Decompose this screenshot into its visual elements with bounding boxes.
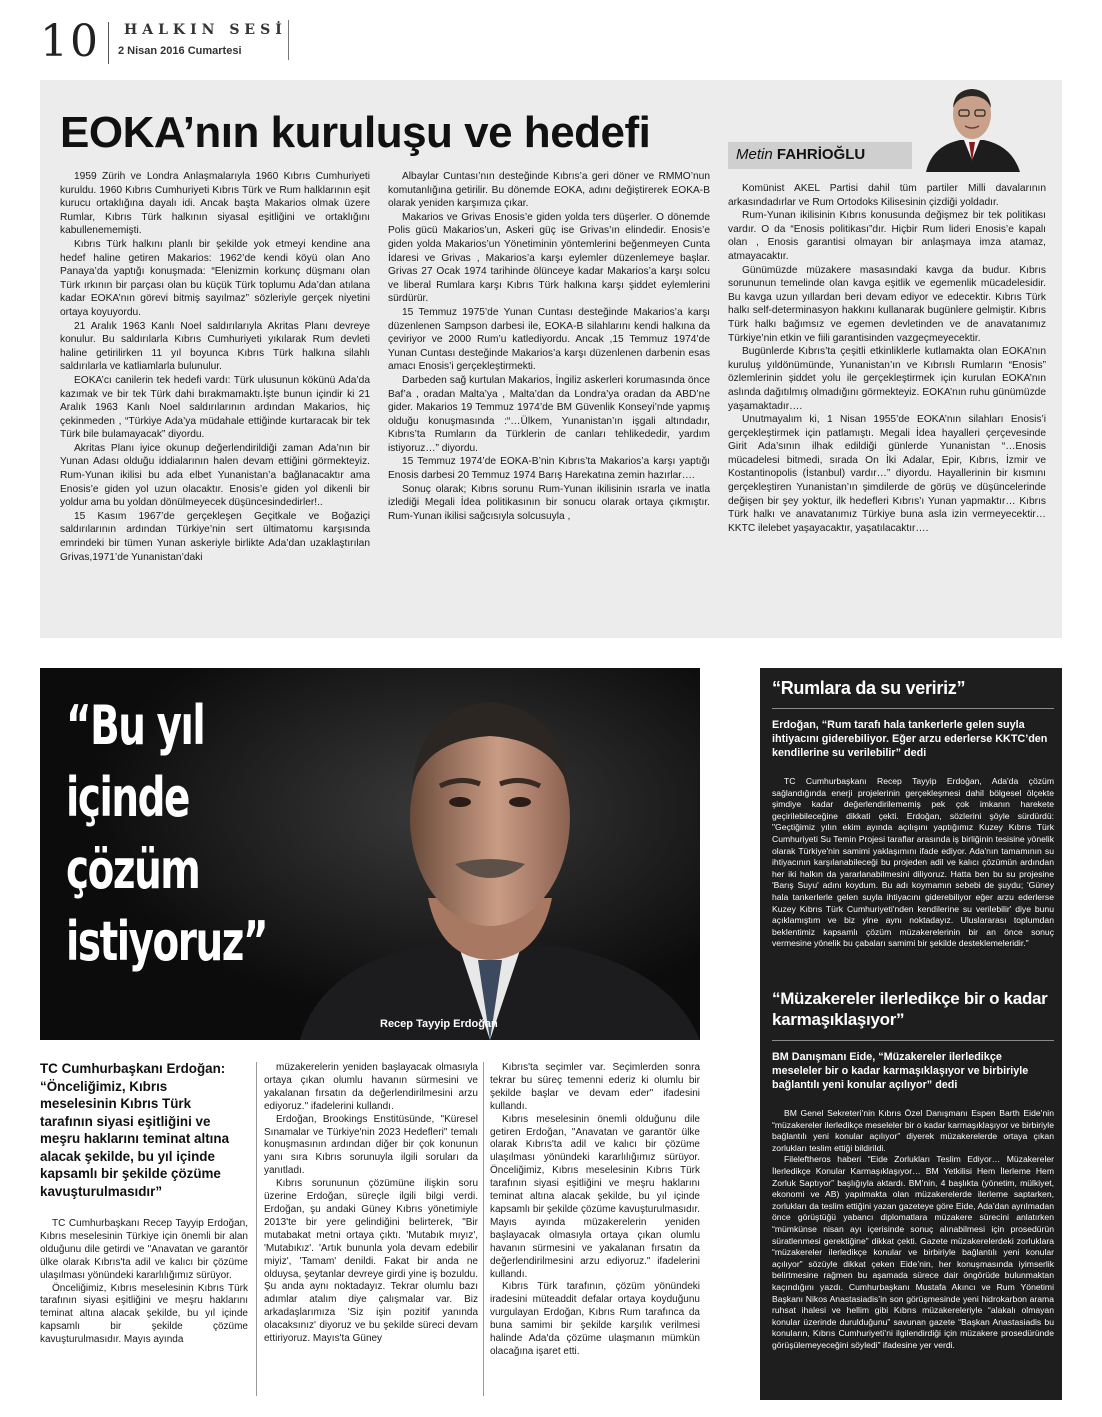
top-article-col-2 (388, 170, 710, 632)
paragraph: TC Cumhurbaşkanı Recep Tayyip Erdoğan, Ada'da çözüm sağlandığında enerji projelerinin gerçekleşmesi dahil bölgesel ölçekte şimdiye kadar değerlendirilememiş pek çok imkanın harekete geçirilebileceğine dikkati çekti. Erdoğan, sözlerini şöyle sürdürdü: "Geçtiğimiz yılın ekim ayında açılışını yaptığımız Kuzey Kıbrıs Türk Cumhuriyeti Su Temin Projesi taraflar arasında iş birliğinin tesisine yönelik olarak Türkiye'nin samimi yaklaşımını ifade ediyor. Ada'nın tamamının su ihtiyacının karşılanabileceği bu projeden adil ve kalıcı çözümün ardından her iki halkın da yararlanabilmesini diliyoruz. Hatta ben bu su projesine 'Barış Suyu' adını koydum. Bu adı koymamın sebebi de şuydu; 'Güney hala tankerlerle gelen suyla ihtiyacını giderebiliyor eğer arzu ederlerse Kuzey Kıbrıs Türk Cumhuriyeti'nden kendilerine su verilebilir' diye bunu açıklamıştım ve biz yine aynı noktadayız. Uluslararası toplumdan beklentimiz kapsamlı çözüm müzakerelerinin bir an önce sonuç vermesine yönelik bu çabaları samimi bir şekilde desteklemeleridir." (772, 776, 1054, 949)
paragraph: Kıbrıs Türk halkını planlı bir şekilde yok etmeyi kendine ana hedef haline getiren Makarios: 1962’de kendi köyü olan Ano Panaya’da yaptığı konuşmada: “Elenizmin korkunç düşmanı olan Türk ırkının bir parçası olan bu küçük Türk toplumu Ada’dan atılana kadar EOKA’nın görevi bitmiş sayılmaz” sözleriyle gerçek niyetini ortaya koyuyordu. (60, 238, 370, 318)
feature-col-2 (264, 1062, 478, 1346)
paragraph: Kıbrıs Türk tarafının, çözüm yönündeki iradesini müteaddit defalar ortaya koyduğunu vurgulayan Erdoğan, Kıbrıs Rum tarafınca da buna samimi bir şekilde karşılık verilmesi halinde Ada'da çözüme ulaşmanın mümkün olacağına işaret etti. (490, 1281, 700, 1357)
header-divider (108, 22, 109, 64)
column-rule (256, 1062, 257, 1396)
paragraph: Sonuç olarak; Kıbrıs sorunu Rum-Yunan ikilisinin ısrarla ve inatla izlediği Megali İdea politikasının bir sonucu olarak ortaya çıkmıştır. Rum-Yunan ikilisi sağcısıyla solcusuyla , (388, 483, 710, 522)
sidebar-story-1-subtitle: Erdoğan, “Rum tarafı hala tankerlerle gelen suyla ihtiyacını giderebiliyor. Eğer arzu ederlerse KKTC’den kendilerine su verilebilir” dedi (772, 719, 1048, 759)
paragraph: Darbeden sağ kurtulan Makarios, İngiliz askerleri korumasında önce Baf’a , oradan Malta’ya , Malta’dan da Londra’ya oradan da ABD’ne gider. Makarios 19 Temmuz 1974’de BM Güvenlik Konseyi’nde yapmış olduğu konuşmasında :“…Ülkem, Yunanistan’ın işgali altındadır, Kıbrıs’ta Rumların da Türklerin de canları tehlikededir, yardım istiyoruz…” diyordu. (388, 374, 710, 454)
paragraph: Kıbrıs sorununun çözümüne ilişkin soru üzerine Erdoğan, süreçle ilgili bilgi verdi. Erdoğan, şu andaki Güney Kıbrıs yönetimiyle 2013'te bir yere gelindiğini belirterek, "Bir mutabakat metni ortaya çıktı. 'Mutabık mıyız', 'Mutabıkız'. 'Artık bununla yola devam edebilir miyiz', 'Tamam' denildi. Fakat bir anda ne olduysa, şeytanlar devreye girdi yine iş bozuldu. Şu anda aynı noktadayız. Tekrar olumlu bazı adımlar atalım diye çalışmalar var. Biz arkadaşlarımıza 'Siz işin pozitif yanında olacaksınız' diyoruz ve bu şekilde süreci devam ettiriyoruz. Mayıs'ta Güney (264, 1178, 478, 1345)
paragraph: 15 Kasım 1967’de gerçekleşen Geçitkale ve Boğaziçi saldırılarının ardından Türkiye’nin sert ültimatomu karşısında emrindeki bir tümen Yunan askeriyle birlikte Ada’dan uzaklaştırılan Grivas,1971’de Yunanistan’daki (60, 510, 370, 563)
paragraph: TC Cumhurbaşkanı Recep Tayyip Erdoğan, Kıbrıs meselesinin Türkiye için önemli bir alan olduğunu dile getirdi ve "Anavatan ve garantör ülke olarak Kıbrıs'ta adil ve kalıcı bir çözüme ulaşılması yönündeki kararlılığımız sürüyor. (40, 1218, 248, 1281)
top-article-col-1 (60, 170, 370, 632)
sidebar-story-2-subtitle: BM Danışmanı Eide, “Müzakereler ilerledikçe meseleler bir o kadar karmaşıklaşıyor ve birbiriyle bağlantılı yeni konular açılıyor” dedi (772, 1051, 1029, 1091)
paragraph: müzakerelerin yeniden başlayacak olmasıyla ortaya çıkan olumlu havanın sürmesini ve yakalanan fırsatın da değerlendirilmesini arzu ediyoruz." ifadelerini kullandı. (264, 1062, 478, 1112)
quote-line: içinde (66, 766, 189, 829)
author-portrait (912, 80, 1032, 172)
author-first-name: Metin (736, 146, 773, 163)
sidebar-story-2-title: “Müzakereler ilerledikçe bir o kadar karmaşıklaşıyor” (772, 989, 1048, 1029)
quote-line: çözüm (66, 838, 200, 901)
paragraph: Albaylar Cuntası’nın desteğinde Kıbrıs’a geri döner ve RMMO’nun komutanlığına getirilir. Bu dönemde EOKA, adını değiştirerek EOKA-B olarak yeniden karşımıza çıkar. (388, 171, 710, 210)
sidebar-divider (772, 708, 1054, 709)
paragraph: Kıbrıs'ta seçimler var. Seçimlerden sonra tekrar bu süreç temenni ederiz ki olumlu bir şekilde başlar ve devam eder" ifadesini kullandı. (490, 1062, 700, 1112)
newspaper-name: HALKIN SESİ (124, 22, 287, 38)
issue-date: 2 Nisan 2016 Cumartesi (118, 45, 242, 57)
sidebar-story-1-title: “Rumlara da su veririz” (772, 678, 966, 698)
paragraph: 21 Aralık 1963 Kanlı Noel saldırılarıyla Akritas Planı devreye konulur. Bu saldırılarla Kıbrıs Cumhuriyeti yıkılarak Rum devleti haline getirilirken 11 yıl boyunca Kıbrıs Türk halkına silahlı saldırılarla ve katliamlarla bulunulur. (60, 320, 370, 373)
paragraph: Bugünlerde Kıbrıs’ta çeşitli etkinliklerle kutlamakta olan EOKA’nın kuruluş yıldönümünde, Yunanistan’ın ve Kıbrıslı Rumların “Enosis” özlemlerinin şiddet yolu ile gerçekleştirmek için kurulan EOKA’nın aslında dağıtılmış olmadığını görmekteyiz. EOKA’nın ruhu günümüzde yaşamaktadır…. (728, 346, 1046, 412)
top-article-col-3 (728, 182, 1046, 632)
paragraph: Unutmayalım ki, 1 Nisan 1955’de EOKA’nın silahları Enosis’i gerçekleştirmek için patlamıştı. Megali İdea hayalleri çerçevesinde Girit Ada’sının ilhak edildiği günlerde Yunanistan “…Enosis mücadelesi bitmedi, sırada On İki Adalar, Epir, Kıbrıs, İzmir ve Kostantinopolis (İstanbul) vardır…” diyordu. Hayallerinin bir kısmını gerçekleştiren Yunanistan’ın şimdilerde de görüş ve düşüncelerinde değişen bir şey yoktur, ilk hedefleri Kıbrıs’ı Yunan yapmaktır… Kıbrıs Türk halkı ve anavatanımız Türkiye buna asla izin vermeyecektir… KKTC ilelebet yaşayacaktır, yaşatılacaktır…. (728, 414, 1046, 534)
article-headline: EOKA’nın kuruluşu ve hedefi (60, 108, 651, 157)
quote-line: “Bu yıl (66, 694, 205, 757)
sidebar-story-2-body (772, 1108, 1054, 1351)
feature-col-1 (40, 1218, 248, 1347)
pull-quote (66, 690, 282, 978)
paragraph: Rum-Yunan ikilisinin Kıbrıs konusunda değişmez bir tek politikası vardır. O da “Enosis politikası”dır. Hiçbir Rum lideri Enosis’e kapalı olan , Enosis garantisi olmayan bir anlaşmaya imza atamaz, atmayacaktır. (728, 210, 1046, 262)
author-last-name: FAHRİOĞLU (776, 146, 866, 163)
paragraph: 15 Temmuz 1974’de EOKA-B’nin Kıbrıs’ta Makarios’a karşı yaptığı Enosis darbesi 20 Temmuz 1974 Barış Harekatına zemin hazırlar…. (388, 456, 710, 482)
sidebar-story-1-body (772, 776, 1054, 950)
author-name (736, 146, 865, 163)
paragraph: Günümüzde müzakere masasındaki kavga da budur. Kıbrıs sorununun temelinde olan kavga eşitlik ve egemenlik mücadelesidir. Bu kavga uzun yıllardan beri devam ediyor ve edecektir. Kıbrıs Türk halkı self-determinasyon hakkını kullanarak bugünlere gelmiştir. Kıbrıs Türk halkı bağımsız ve egemen devletinden ve de anavatanımız Türkiye’nin etkin ve fiili garantisinden vazgeçmeyecektir. (728, 264, 1046, 344)
paragraph: EOKA’cı canilerin tek hedefi vardı: Türk ulusunun kökünü Ada’da kazımak ve bir tek Türk dahi bırakmamaktı.İşte bunun içindir ki 21 Aralık 1963 Kanlı Noel saldırılarının ardından Makarios, hiç çekinmeden , “Türkiye Ada’ya müdahale ettiğinde kurtaracak bir tek Türk bile bulamayacak” diyordu. (60, 374, 370, 441)
paragraph: 1959 Zürih ve Londra Anlaşmalarıyla 1960 Kıbrıs Cumhuriyeti kuruldu. 1960 Kıbrıs Cumhuriyeti Kıbrıs Türk ve Rum halklarının eşit kurucu ortaklığına dayalı idi. Ancak başta Makarios olmak üzere Rumlar, Kıbrıs Türk halkının siyasal eşitliğini ve ortaklığını kabullenememişti. (60, 171, 370, 237)
feature-side-headline: TC Cumhurbaşkanı Erdoğan: “Önceliğimiz, Kıbrıs meselesinin Kıbrıs Türk tarafının siyasi eşitliğini ve meşru haklarını teminat altına alacak şekilde, bu yıl içinde kapsamlı bir şekilde çözüme kavuşturulmasıdır” (40, 1061, 230, 1199)
feature-col-3 (490, 1062, 700, 1359)
column-rule (483, 1062, 484, 1396)
paragraph: Komünist AKEL Partisi dahil tüm partiler Milli davalarının arkasındadırlar ve Rum Ortodoks Kilisesinin çizdiği yoldadır. (728, 183, 1046, 208)
quote-line: istiyoruz” (66, 910, 268, 973)
paragraph: Akritas Planı iyice okunup değerlendirildiği zaman Ada’nın bir Yunan Adası olduğu iddialarının halen devam ettiğini görmekteyiz. Rum-Yunan ikilisi bu ada elbet Yunanistan’a bağlanacaktır ama Enosis’e giden yol uzun olacaktır. Enosis’e giden yol dikenli bir yoldur ama bu yoldan dönülmeyecek düşüncesindedirler!.. (60, 442, 370, 509)
header-divider-right (288, 20, 289, 60)
paragraph: Fileleftheros haberi “Eide Zorlukları Teslim Ediyor… Müzakereler İlerledikçe Konular Karmaşıklaşıyor… BM Yetkilisi Hem İlerleme Hem Zorluk Saptıyor” başlığıyla aktardı. BM’nin, 4 başlıkta (yönetim, mülkiyet, ekonomi ve AB) yapılmakta olan müzakerelerde ilerleme saptarken, zorlukları da teslim ettiğini yazan gazeteye göre Eide, Ada’dan ayrılmadan önce görüştüğü yabancı diplomatlara müzakere sürecini anlatırken “mümkünse nisan ayı içerisinde sonuç alınabilmesi için prosedürün süratlenmesi gerektiğine” dikkat çekti. Gazete müzakerelerdeki zorluklara “müzakereler ilerledikçe konular ve birbiriyle bağlantılı yeni konular açılıyor” sözüyle dikkat çeken Eide’nin, her konuşmasında iyimserlik belirtmesine rağmen bu aşamada sürece dair öngörüde bulunmaktan kaçındığını yazdı. Cumhurbaşkanı Mustafa Akıncı ve Rum Yönetimi Başkanı Nikos Anastasiadis’in son görüşmesinde yeni hidrokarbon arama ruhsat ihalesi ve hellim gibi Kıbrıs müzakereleriyle “alakalı olmayan konular üzerinde durulduğunu” savunan gazete “Başkan Anastasiadis bu konuların, Kıbrıs Cumhuriyeti’ni ilgilendirdiği için müzakere prosedüründe görüşülemeyeceğini söyledi” ifadesine yer verdi. (772, 1154, 1054, 1350)
paragraph: Erdoğan, Brookings Enstitüsünde, "Küresel Sınamalar ve Türkiye'nin 2023 Hedefleri" temalı konuşmasının ardından diğer bir çok konunun yanı sıra Kıbrıs sorunuyla ilgili soruları da yanıtladı. (264, 1113, 478, 1177)
paragraph: Önceliğimiz, Kıbrıs meselesinin Kıbrıs Türk tarafının siyasi eşitliğini ve meşru haklarını teminat altına alacak şekilde, bu yıl içinde kapsamlı bir şekilde çözüme kavuşturulmasıdır. Mayıs ayında (40, 1282, 248, 1346)
photo-caption: Recep Tayyip Erdoğan (380, 1018, 498, 1030)
paragraph: 15 Temmuz 1975’de Yunan Cuntası desteğinde Makarios’a karşı düzenlenen Sampson darbesi ile, EOKA-B silahlarını kendi halkına da çeviriyor ve 2000 Rum’u katlediyordu. Ancak ,15 Temmuz 1974’de Yunan Cuntası desteğinde Makarios’a karşı düzenlenen darbenin esas amacı Enosis’i gerçekleştirmekti. (388, 306, 710, 373)
sidebar-divider (772, 1040, 1054, 1041)
page-number: 10 (40, 16, 100, 67)
paragraph: BM Genel Sekreteri’nin Kıbrıs Özel Danışmanı Espen Barth Eide’nin “müzakereler ilerledikçe meseleler bir o kadar karmaşıklaşıyor ve birbiriyle bağlantılı yeni konular açılıyor” diyerek müzakerelerde ortaya çıkan zorlukları teslim ettiği bildirildi. (772, 1108, 1054, 1153)
paragraph: Makarios ve Grivas Enosis’e giden yolda ters düşerler. O dönemde Polis gücü Makarios’un, Askeri güç ise Grivas’ın elindedir. Enosis’e giden yolda Makarios’un Yönetiminin yöntemlerini beğenmeyen Cunta İdaresi ve Grivas , Makarios’a karşı eylemler düzenlemeye başlar. Grivas 27 Ocak 1974 tarihinde ölünceye kadar Makarios’a karşı solcu ve liberal Rumlara karşı Kıbrıs Türk halkına karşı şiddet eylemlerini sürdürür. (388, 211, 710, 305)
paragraph: Kıbrıs meselesinin önemli olduğunu dile getiren Erdoğan, "Anavatan ve garantör ülke olarak Kıbrıs'ta adil ve kalıcı bir çözüme ulaşılması yönündeki kararlılığımız sürüyor. Önceliğimiz, Kıbrıs meselesinin Kıbrıs Türk tarafının siyasi eşitliğini ve meşru haklarını teminat altına alacak şekilde, bu yıl içinde kapsamlı bir şekilde çözüme kavuşturulmasıdır. Mayıs ayında müzakerelerin yeniden başlayacak olmasıyla ortaya çıkan olumlu havanın sürmesini ve yakalanan fırsatın da değerlendirilmesini arzu ediyoruz." ifadelerini kullandı. (490, 1113, 700, 1280)
